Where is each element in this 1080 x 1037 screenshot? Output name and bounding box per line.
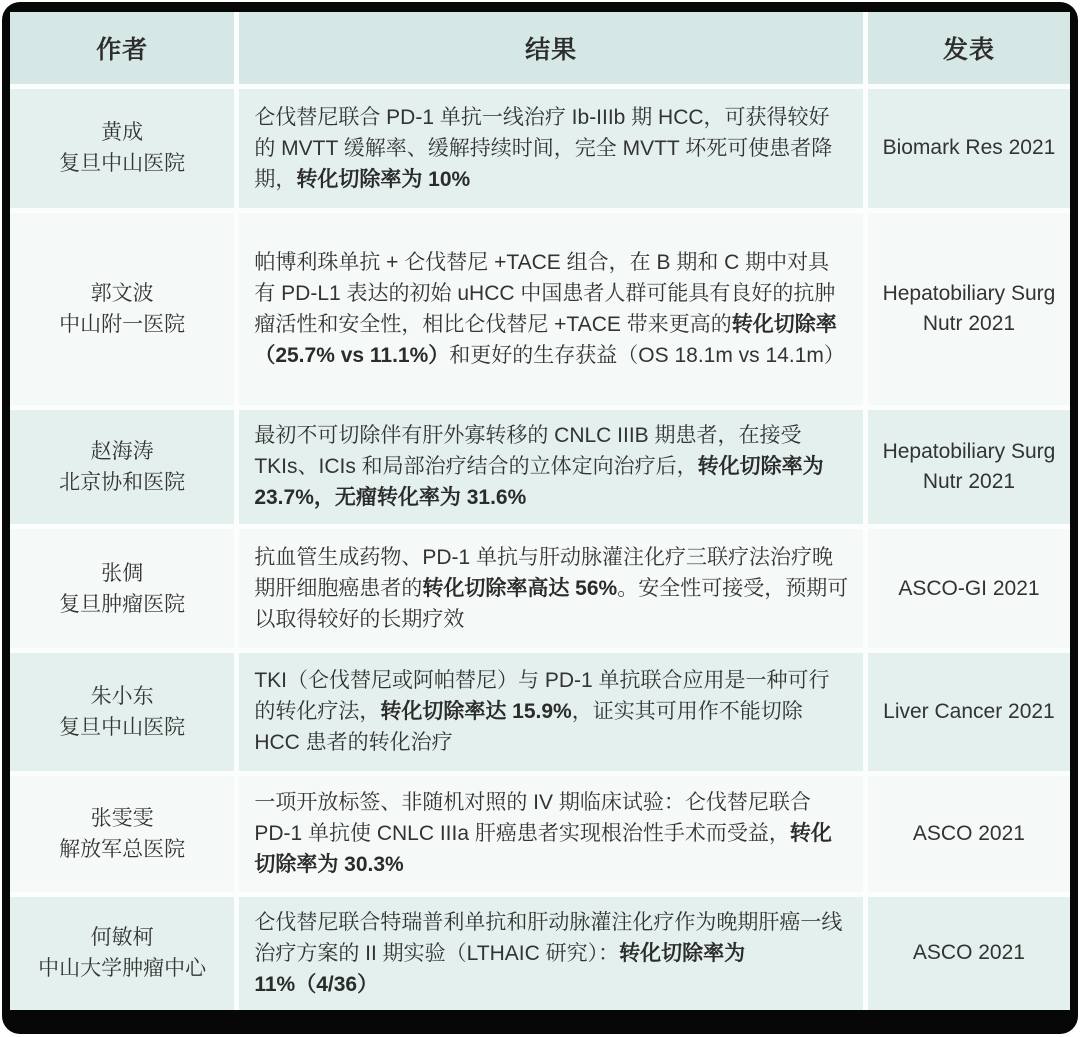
result-cell xyxy=(237,773,866,894)
result-text: 仑伐替尼联合特瑞普利单抗和肝动脉灌注化疗作为晚期肝癌一线治疗方案的 II 期实验（LTHAIC 研究）： xyxy=(254,910,843,965)
publication-cell: ASCO 2021 xyxy=(865,773,1070,894)
header-row xyxy=(10,12,1070,86)
author-cell xyxy=(10,210,237,407)
author-cell xyxy=(10,651,237,773)
result-highlight: 转化切除率为 23.7%，无瘤转化率为 31.6% xyxy=(254,455,824,510)
result-cell xyxy=(237,86,866,210)
author-affiliation: 复旦肿瘤医院 xyxy=(59,592,186,616)
publication-cell: ASCO 2021 xyxy=(865,894,1070,1010)
author-cell xyxy=(10,407,237,526)
author-affiliation: 复旦中山医院 xyxy=(59,715,186,739)
result-text: 抗血管生成药物、PD-1 单抗与肝动脉灌注化疗三联疗法治疗晚期肝细胞癌患者的 xyxy=(254,546,834,601)
result-cell xyxy=(237,210,866,407)
author-cell xyxy=(10,526,237,650)
publication-cell: Liver Cancer 2021 xyxy=(865,651,1070,773)
author-name: 朱小东 xyxy=(90,684,154,708)
publication-cell: Biomark Res 2021 xyxy=(865,86,1070,210)
table-row xyxy=(10,651,1070,773)
result-text: 帕博利珠单抗 + 仑伐替尼 +TACE 组合，在 B 期和 C 期中对具有 PD-L1 表达的初始 uHCC 中国患者人群可能具有良好的抗肿瘤活性和安全性，相比仑伐替尼 +TACE 带来更高的 xyxy=(254,250,836,336)
result-highlight: 转化切除率（25.7% vs 11.1%） xyxy=(254,312,837,367)
result-cell xyxy=(237,526,866,650)
author-name: 何敏柯 xyxy=(90,926,154,950)
author-cell xyxy=(10,773,237,894)
table-row xyxy=(10,210,1070,407)
author-affiliation: 中山附一医院 xyxy=(59,312,186,336)
result-text: 仑伐替尼联合 PD-1 单抗一线治疗 Ib-IIIb 期 HCC，可获得较好的 MVTT 缓解率、缓解持续时间，完全 MVTT 坏死可使患者降期， xyxy=(254,105,833,191)
author-affiliation: 复旦中山医院 xyxy=(59,152,186,176)
results-table xyxy=(10,12,1070,1010)
author-affiliation: 解放军总医院 xyxy=(59,837,186,861)
result-highlight: 转化切除率为 30.3% xyxy=(254,822,832,877)
result-text: 最初不可切除伴有肝外寡转移的 CNLC IIIB 期患者，在接受 TKIs、ICIs 和局部治疗结合的立体定向治疗后， xyxy=(254,424,802,479)
author-name: 黄成 xyxy=(101,121,144,145)
author-name: 张倜 xyxy=(101,561,144,585)
author-name: 赵海涛 xyxy=(90,439,154,463)
table-body xyxy=(10,86,1070,1010)
table-frame xyxy=(2,2,1078,1034)
result-text: 和更好的生存获益（OS 18.1m vs 14.1m） xyxy=(449,343,845,367)
table-row xyxy=(10,773,1070,894)
col-header-author: 作者 xyxy=(10,12,237,86)
author-name: 郭文波 xyxy=(90,281,154,305)
col-header-publication: 发表 xyxy=(865,12,1070,86)
author-cell xyxy=(10,894,237,1010)
publication-cell: ASCO-GI 2021 xyxy=(865,526,1070,650)
author-cell xyxy=(10,86,237,210)
table-row xyxy=(10,894,1070,1010)
table-row xyxy=(10,407,1070,526)
col-header-result: 结果 xyxy=(237,12,866,86)
result-cell xyxy=(237,651,866,773)
table-row xyxy=(10,526,1070,650)
author-affiliation: 北京协和医院 xyxy=(59,470,186,494)
result-highlight: 转化切除率达 15.9% xyxy=(380,700,572,724)
result-cell xyxy=(237,407,866,526)
result-text: TKI（仑伐替尼或阿帕替尼）与 PD-1 单抗联合应用是一种可行的转化疗法， xyxy=(254,669,830,724)
publication-cell: Hepatobiliary Surg Nutr 2021 xyxy=(865,407,1070,526)
result-text: 。安全性可接受，预期可以取得较好的长期疗效 xyxy=(254,577,849,632)
author-affiliation: 中山大学肿瘤中心 xyxy=(38,957,207,981)
publication-cell: Hepatobiliary Surg Nutr 2021 xyxy=(865,210,1070,407)
result-highlight: 转化切除率为 11%（4/36） xyxy=(254,941,746,996)
result-cell xyxy=(237,894,866,1010)
result-highlight: 转化切除率为 10% xyxy=(296,167,471,191)
result-text: ，证实其可用作不能切除 HCC 患者的转化治疗 xyxy=(254,700,803,755)
result-highlight: 转化切除率高达 56% xyxy=(422,577,618,601)
table-row xyxy=(10,86,1070,210)
author-name: 张雯雯 xyxy=(90,806,154,830)
result-text: 一项开放标签、非随机对照的 IV 期临床试验：仑伐替尼联合 PD-1 单抗使 CNLC IIIa 肝癌患者实现根治性手术而受益， xyxy=(254,791,811,846)
